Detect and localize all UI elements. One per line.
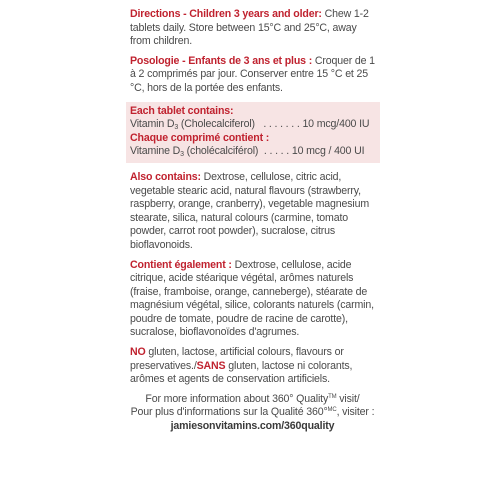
free-from-statement xyxy=(130,346,375,387)
free-from-sans-label: SANS xyxy=(196,359,226,372)
quality-info-fr xyxy=(130,406,375,420)
label-panel xyxy=(130,8,375,434)
tablet-en-amount: 10 mcg/400 IU xyxy=(302,118,370,131)
also-contains-en-label: Also contains: xyxy=(130,170,201,183)
quality-info-fr-prefix: Pour plus d'informations sur la Qualité 360° xyxy=(130,406,328,419)
tablet-en-ingredient-prefix: Vitamin D xyxy=(130,118,175,131)
directions-en xyxy=(130,8,375,49)
tablet-fr-ingredient-prefix: Vitamine D xyxy=(130,145,181,158)
directions-en-text: Chew 1-2 tablets daily. Store between 15°C and 25°C, away from children. xyxy=(130,8,369,48)
tablet-fr-heading: Chaque comprimé contient : xyxy=(130,131,270,144)
tablet-fr-dots: . . . . . xyxy=(263,145,290,158)
also-contains-fr-text: Dextrose, cellulose, acide citrique, acide stéarique végétal, arômes naturels (fraise, framboise, orange, canneberge), stéarate de magnésium végétal, silice, colorants naturels (carmin, poudre de tomate, poudre de racine de carotte), sucralose, bioflavonoïdes d'agrumes. xyxy=(130,258,374,339)
free-from-no-label: NO xyxy=(130,346,146,359)
tablet-contents-box xyxy=(126,102,380,163)
quality-info-en-suffix: visit/ xyxy=(336,392,360,405)
tablet-en-heading: Each tablet contains: xyxy=(130,104,234,117)
also-contains-en xyxy=(130,171,375,253)
tablet-fr-row xyxy=(130,145,375,159)
quality-info-fr-suffix: , visiter : xyxy=(336,406,375,419)
free-from-fr-text: gluten, lactose ni colorants, arômes et agents de conservation artificiels. xyxy=(130,359,353,386)
quality-info-en xyxy=(130,393,375,407)
quality-info-en-tm: TM xyxy=(328,393,337,400)
directions-fr xyxy=(130,55,375,96)
also-contains-fr xyxy=(130,259,375,341)
directions-en-label: Directions - Children 3 years and older: xyxy=(130,8,322,20)
tablet-en-ingredient-suffix: (Cholecalciferol) xyxy=(178,118,255,131)
quality-info-url: jamiesonvitamins.com/360quality xyxy=(170,420,335,433)
quality-info-fr-mc: MC xyxy=(327,407,337,414)
directions-fr-text: Croquer de 1 à 2 comprimés par jour. Conserver entre 15 °C et 25 °C, hors de la portée des enfants. xyxy=(130,54,375,94)
also-contains-fr-label: Contient également : xyxy=(130,258,232,271)
tablet-fr-ingredient-sub: 3 xyxy=(180,151,184,159)
tablet-en-ingredient-sub: 3 xyxy=(174,124,179,132)
quality-info-en-prefix: For more information about 360° Quality xyxy=(145,392,329,405)
tablet-fr-ingredient-suffix: (cholécalciférol) xyxy=(183,145,259,158)
directions-fr-label: Posologie - Enfants de 3 ans et plus : xyxy=(130,54,313,67)
also-contains-en-text: Dextrose, cellulose, citric acid, vegetable stearic acid, natural flavours (strawberry, raspberry, orange, cranberry), vegetable magnesium stearate, silica, natural colours (carmine, tomato powder, carrot root powder), sucralose, citrus bioflavonoids. xyxy=(130,170,370,251)
tablet-en-dots: . . . . . . . xyxy=(263,118,300,131)
free-from-en-text: gluten, lactose, artificial colours, flavours or preservatives./ xyxy=(130,346,344,372)
tablet-en-row xyxy=(130,118,375,132)
quality-info xyxy=(130,393,375,434)
tablet-fr-amount: 10 mcg / 400 UI xyxy=(291,145,365,158)
